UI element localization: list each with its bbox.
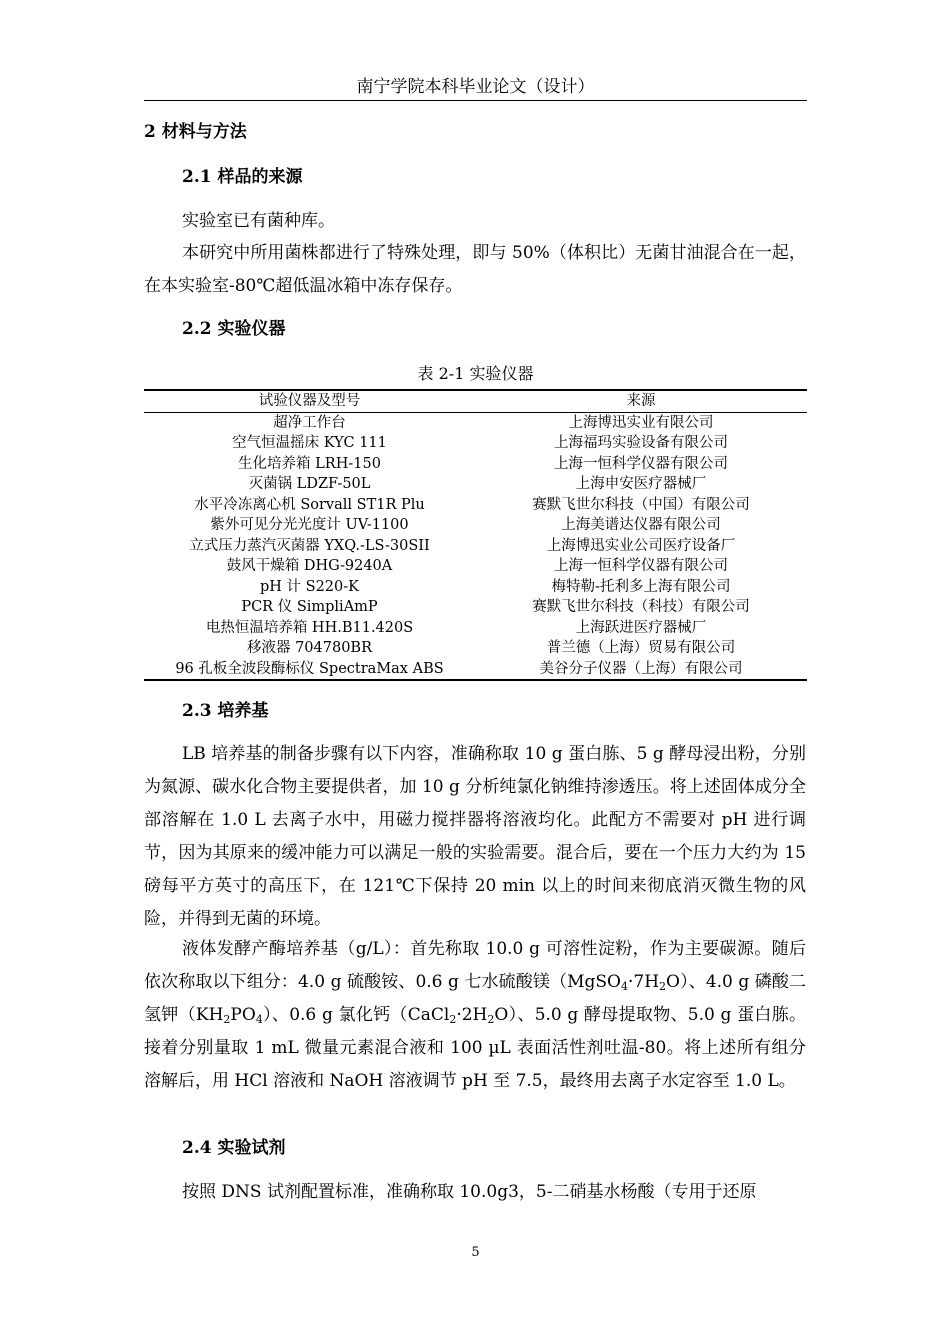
table-row [144, 433, 807, 454]
table-cell: 水平冷冻离心机 Sorvall ST1R Plu [194, 496, 425, 513]
table-row [144, 536, 807, 557]
section-heading: 2 材料与方法 [144, 122, 247, 142]
table-row [144, 618, 807, 639]
table-cell: 紫外可见分光光度计 UV-1100 [210, 517, 409, 533]
column-header: 试验仪器及型号 [258, 393, 361, 409]
page-number: 5 [471, 1245, 480, 1260]
subsection-heading-2-1: 2.1 样品的来源 [182, 167, 303, 187]
table-cell: 96 孔板全波段酶标仪 SpectraMax ABS [175, 660, 444, 677]
subsection-heading-2-3: 2.3 培养基 [182, 701, 269, 721]
paragraph: LB 培养基的制备步骤有以下内容，准确称取 10 g 蛋白胨、5 g 酵母浸出粉，分别为氮源、碳水化合物主要提供者，加 10 g 分析纯氯化钠维持渗透压。将上述固体成分全部溶解在 1.0 L 去离子水中，用磁力搅拌器将溶液均化。此配方不需要对 pH 进行调节，因为其原来的缓冲能力可以满足一般的实验需要。混合后，要在一个压力大约为 15 磅每平方英寸的高压下，在 121℃下保持 20 min 以上的时间来彻底消灭微生物的风险，并得到无菌的环境。 [144, 744, 806, 929]
paragraph: 本研究中所用菌株都进行了特殊处理，即与 50%（体积比）无菌甘油混合在一起，在本实验室-80℃超低温冰箱中冻存保存。 [144, 243, 806, 296]
table-row [144, 597, 807, 618]
paragraph: 实验室已有菌种库。 [182, 211, 335, 231]
table-cell: 普兰德（上海）贸易有限公司 [546, 640, 736, 656]
column-header: 来源 [626, 393, 656, 409]
table-row [144, 577, 807, 598]
table-cell: 上海美谱达仪器有限公司 [561, 517, 721, 533]
table-cell: 立式压力蒸汽灭菌器 YXQ.-LS-30SII [189, 537, 430, 554]
table-row [144, 515, 807, 536]
subsection-heading-2-2: 2.2 实验仪器 [182, 319, 286, 339]
paragraph-medium-composition: 液体发酵产酶培养基（g/L）：首先称取 10.0 g 可溶性淀粉，作为主要碳源。随后依次称取以下组分：4.0 g 硫酸铵、0.6 g 七水硫酸镁$(MgSO_4\cdot 7H_2O)$、4.0 g 磷酸二氢钾$(KH_2PO_4)$、0.6 g 氯化钙$(CaCl_2\cdot 2H_2O)$、5.0 g 酵母提取物、5.0 g 蛋白胨。接着分别量取 1 mL 微量元素混合液和 100 µL 表面活性剂吐温-80。将上述所有组分溶解后，用 HCl 溶液和 NaOH 溶液调节 pH 至 7.5，最终用去离子水定容至 1.0 L。 [144, 939, 807, 1091]
table-cell: 上海博迅实业公司医疗设备厂 [546, 537, 736, 554]
table-cell: 赛默飞世尔科技（科技）有限公司 [532, 599, 750, 615]
table-cell: 梅特勒-托利多上海有限公司 [551, 578, 731, 595]
table-row [144, 495, 807, 516]
table-cell: 上海跃进医疗器械厂 [575, 619, 707, 636]
table-cell: 灭菌锅 LDZF-50L [248, 476, 371, 492]
table-cell: 上海申安医疗器械厂 [575, 476, 707, 492]
table-cell: 移液器 704780BR [246, 640, 373, 656]
subsection-heading-2-4: 2.4 实验试剂 [182, 1138, 286, 1158]
table-row [144, 454, 807, 475]
table-cell: 美谷分子仪器（上海）有限公司 [539, 660, 743, 677]
table-cell: PCR 仪 SimpliAmP [241, 599, 378, 615]
table-header-row [144, 390, 807, 412]
table-row [144, 556, 807, 577]
table-cell: 上海一恒科学仪器有限公司 [554, 455, 728, 472]
table-cell: 上海博迅实业有限公司 [568, 414, 714, 431]
table-row [144, 638, 807, 659]
table-cell: 上海一恒科学仪器有限公司 [554, 558, 728, 574]
table-cell: 超净工作台 [273, 414, 346, 431]
table-cell: pH 计 S220-K [260, 578, 359, 595]
table-cell: 电热恒温培养箱 HH.B11.420S [205, 619, 414, 636]
table-row [144, 659, 807, 681]
table-row [144, 412, 807, 433]
paragraph: 按照 DNS 试剂配置标准，准确称取 10.0g3，5-二硝基水杨酸（专用于还原 [182, 1182, 757, 1202]
table-cell: 鼓风干燥箱 DHG-9240A [226, 558, 393, 574]
table-cell: 生化培养箱 LRH-150 [238, 455, 381, 472]
instrument-table [144, 389, 807, 681]
table-row [144, 474, 807, 495]
page-header: 南宁学院本科毕业论文（设计） [144, 74, 807, 101]
table-cell: 赛默飞世尔科技（中国）有限公司 [532, 496, 750, 513]
table-cell: 上海福玛实验设备有限公司 [554, 435, 728, 451]
table-cell: 空气恒温摇床 KYC 111 [232, 435, 387, 451]
table-caption: 表 2-1 实验仪器 [417, 364, 534, 383]
